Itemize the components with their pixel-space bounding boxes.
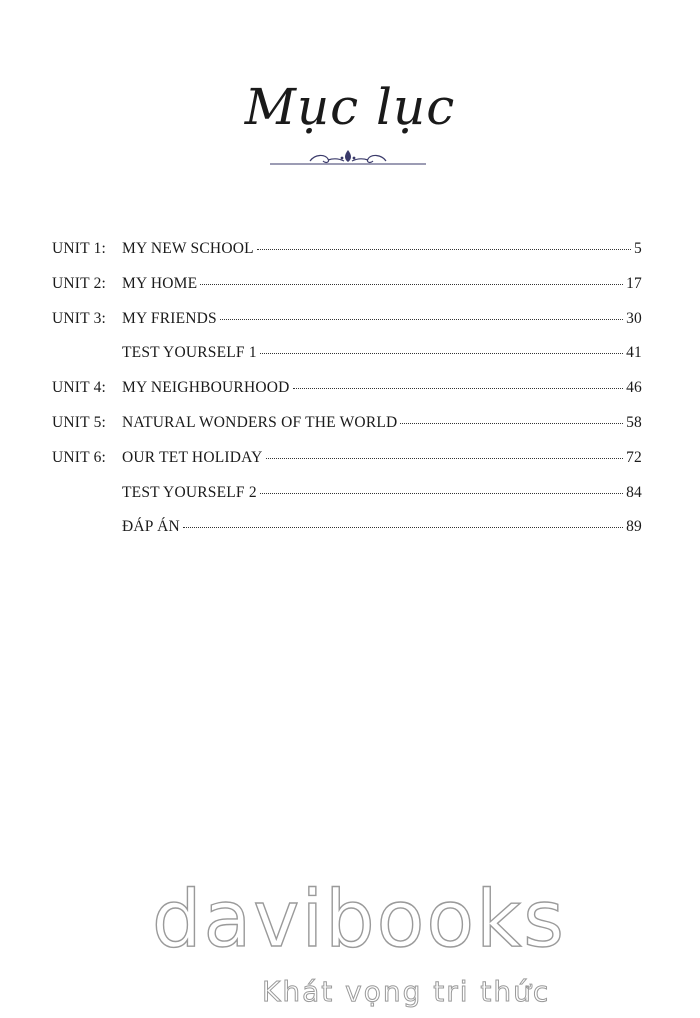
- toc-page-number: 58: [626, 413, 642, 431]
- toc-entry-title: MY NEW SCHOOL: [122, 240, 254, 257]
- toc-unit-number: UNIT 2:: [52, 274, 107, 292]
- dot-leader: [220, 319, 623, 320]
- dot-leader: [257, 249, 631, 250]
- toc-page-number: 5: [634, 240, 642, 257]
- toc-entry-title: MY FRIENDS: [122, 309, 217, 327]
- toc-page-number: 89: [626, 518, 642, 536]
- toc-page-number: 84: [626, 483, 642, 501]
- toc-entry[interactable]: [52, 310, 642, 345]
- toc-entry-title: TEST YOURSELF 1: [122, 344, 257, 362]
- dot-leader: [400, 423, 623, 424]
- page-title: Mục lục: [244, 78, 456, 136]
- toc-unit-number: UNIT 3:: [52, 309, 107, 327]
- dot-leader: [266, 458, 624, 459]
- dot-leader: [200, 284, 623, 285]
- toc-page-number: 46: [626, 379, 642, 397]
- toc-entry[interactable]: [52, 449, 642, 484]
- decorative-ornament-icon: [270, 146, 426, 168]
- watermark-slogan: Khát vọng tri thức: [262, 975, 551, 1008]
- dot-leader: [293, 388, 624, 389]
- toc-page-number: 17: [626, 274, 642, 292]
- toc-entry[interactable]: [52, 379, 642, 414]
- toc-entry[interactable]: [52, 275, 642, 310]
- toc-entry[interactable]: [52, 414, 642, 449]
- dot-leader: [260, 353, 623, 354]
- toc-entry[interactable]: [52, 240, 642, 275]
- toc-unit-number: UNIT 6:: [52, 448, 107, 466]
- toc-entry-title: TEST YOURSELF 2: [122, 483, 257, 501]
- dot-leader: [260, 493, 623, 494]
- toc-entry[interactable]: [52, 344, 642, 379]
- toc-entry-title: NATURAL WONDERS OF THE WORLD: [122, 413, 398, 431]
- toc-entry[interactable]: [52, 484, 642, 519]
- toc-entry-title: OUR TET HOLIDAY: [122, 448, 263, 466]
- toc-entry-title: ĐÁP ÁN: [122, 518, 180, 536]
- toc-entry[interactable]: [52, 518, 642, 553]
- toc-unit-number: UNIT 5:: [52, 413, 107, 431]
- dot-leader: [183, 527, 623, 528]
- toc-page-number: 72: [626, 448, 642, 466]
- toc-page-number: 41: [626, 344, 642, 362]
- toc-entry-title: MY HOME: [122, 274, 198, 292]
- toc-unit-number: UNIT 1:: [52, 240, 107, 257]
- toc-unit-number: UNIT 4:: [52, 379, 107, 397]
- toc-entry-title: MY NEIGHBOURHOOD: [122, 379, 290, 397]
- table-of-contents: [52, 240, 642, 553]
- watermark-brand: davibooks: [152, 875, 566, 965]
- toc-page-number: 30: [626, 309, 642, 327]
